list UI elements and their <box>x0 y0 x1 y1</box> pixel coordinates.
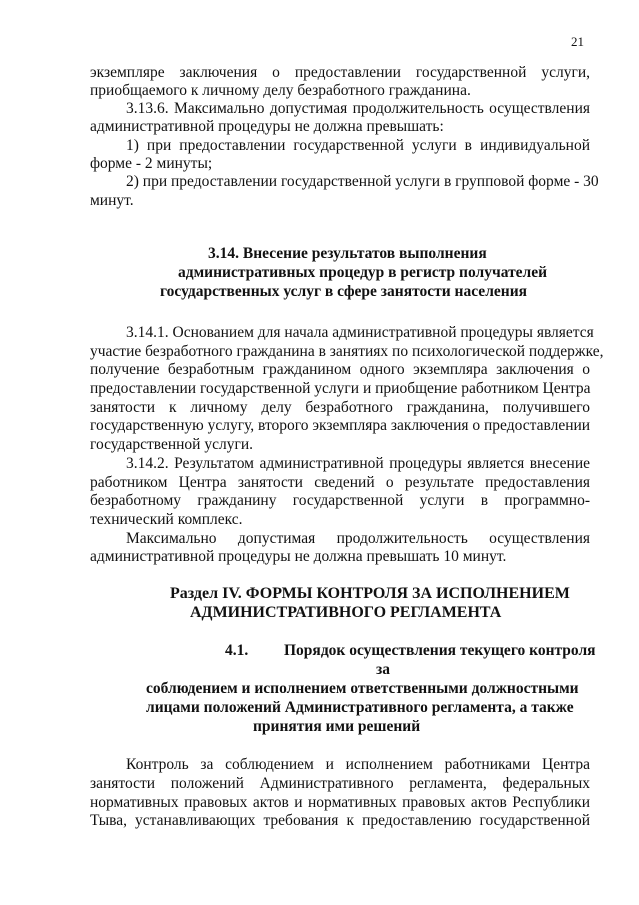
text-line: приобщаемого к личному делу безработного гражданина. <box>90 82 471 99</box>
text-line: минут. <box>90 192 134 209</box>
text-line: занятости к личному делу безработного гражданина, получившего <box>90 399 590 416</box>
text-line: Максимально допустимая продолжительность осуществления <box>126 530 590 547</box>
subsection-heading-4-1: принятия ими решений <box>253 718 421 735</box>
text-line: безработному гражданину государственной услуги в программно- <box>90 492 590 509</box>
subsection-heading-4-1: за <box>376 661 390 678</box>
text-line: занятости положений Административного регламента, федеральных <box>90 775 590 792</box>
text-line: получение безработным гражданином одного экземпляра заключения о <box>90 361 590 378</box>
text-line: административной процедуры не должна превышать 10 минут. <box>90 548 507 565</box>
section-iv-title: Раздел IV. ФОРМЫ КОНТРОЛЯ ЗА ИСПОЛНЕНИЕМ <box>170 585 570 602</box>
section-heading-3-14: административных процедур в регистр получателей <box>178 264 548 281</box>
text-line: государственной услуги. <box>90 436 253 453</box>
section-heading-3-14: 3.14. Внесение результатов выполнения <box>208 245 487 262</box>
text-line: экземпляре заключения о предоставлении государственной услуги, <box>90 64 590 81</box>
section-iv-title: АДМИНИСТРАТИВНОГО РЕГЛАМЕНТА <box>190 604 502 621</box>
subsection-heading-4-1: лицами положений Административного регламента, а также <box>146 699 574 716</box>
text-line: Тыва, устанавливающих требования к предоставлению государственной <box>90 812 590 829</box>
text-line: технический комплекс. <box>90 511 243 528</box>
text-line: предоставлении государственной услуги и приобщение работником Центра <box>90 380 591 397</box>
section-heading-3-14: государственных услуг в сфере занятости населения <box>160 283 528 300</box>
text-line: участие безработного гражданина в занятиях по психологической поддержке, <box>90 343 604 360</box>
text-line: 2) при предоставлении государственной услуги в групповой форме - 30 <box>126 173 599 190</box>
text-line: государственную услугу, второго экземпляра заключения о предоставлении <box>90 417 591 434</box>
text-line: форме - 2 минуты; <box>90 155 213 172</box>
text-line: Контроль за соблюдением и исполнением работниками Центра <box>126 756 590 773</box>
text-line: 1) при предоставлении государственной услуги в индивидуальной <box>126 137 590 154</box>
subsection-heading-4-1: соблюдением и исполнением ответственными должностными <box>146 680 579 697</box>
text-line: 3.13.6. Максимально допустимая продолжительность осуществления <box>126 100 590 117</box>
subsection-heading-4-1: Порядок осуществления текущего контроля <box>284 642 596 659</box>
text-line: 3.14.1. Основанием для начала административной процедуры является <box>126 324 594 341</box>
subsection-number: 4.1. <box>225 642 249 659</box>
text-line: 3.14.2. Результатом административной процедуры является внесение <box>126 455 590 472</box>
text-line: административной процедуры не должна превышать: <box>90 118 444 135</box>
page-number: 21 <box>571 34 584 49</box>
text-line: работником Центра занятости сведений о результате предоставления <box>90 474 590 491</box>
text-line: нормативных правовых актов и нормативных правовых актов Республики <box>90 794 590 811</box>
